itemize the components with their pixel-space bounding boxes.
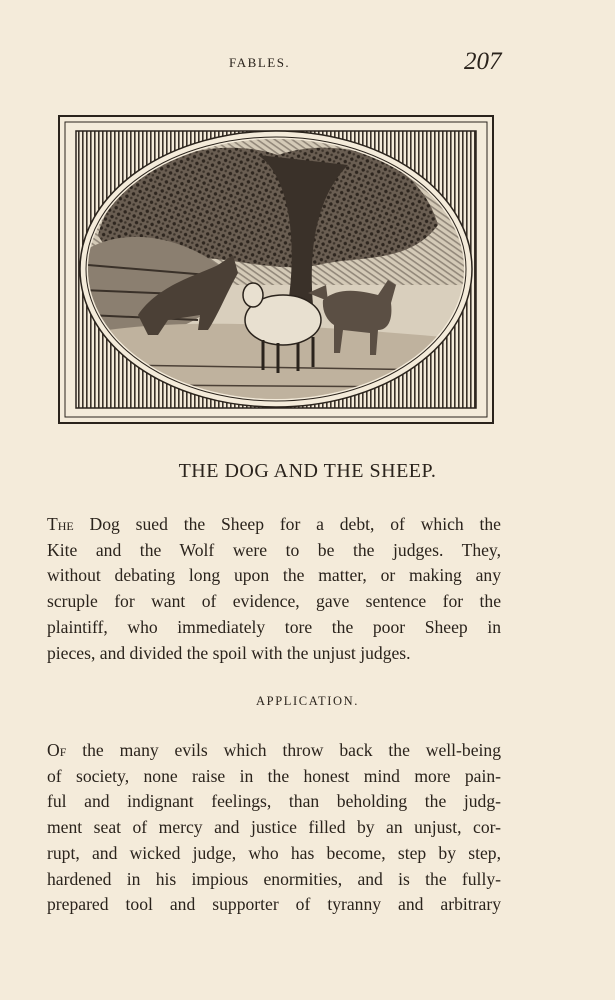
line-text: rupt, and wicked judge, who has become, step by step,: [47, 842, 501, 863]
application-line: [47, 738, 501, 764]
application-line: [47, 789, 501, 815]
dog-wolf-sheep-engraving-icon: [58, 115, 494, 424]
application-line: [47, 764, 501, 790]
fable-line: [47, 641, 501, 667]
line-text: Kite and the Wolf were to be the judges. They,: [47, 539, 501, 560]
application-line: [47, 841, 501, 867]
line-text: ful and indignant feelings, than beholding the judg-: [47, 791, 501, 812]
application-line: [47, 815, 501, 841]
line-text: of society, none raise in the honest mind more pain-: [47, 765, 501, 786]
drop-word: The: [47, 514, 74, 534]
page-number: 207: [464, 48, 502, 75]
line-text: ment seat of mercy and justice filled by an unjust, cor-: [47, 817, 501, 838]
line-text: hardened in his impious enormities, and is the fully-: [47, 868, 501, 889]
fable-title: THE DOG AND THE SHEEP.: [178, 460, 437, 482]
line-text: without debating long upon the matter, or making any: [47, 565, 501, 586]
fable-line: [47, 538, 501, 564]
application-heading: APPLICATION.: [256, 694, 359, 708]
fable-line: [47, 615, 501, 641]
running-title: FABLES.: [229, 55, 291, 70]
fable-line: [47, 589, 501, 615]
fable-line: [47, 512, 501, 538]
application-line: [47, 892, 501, 918]
application-text: [47, 738, 501, 918]
line-text: pieces, and divided the spoil with the unjust judges.: [47, 642, 411, 663]
fable-text: [47, 512, 501, 666]
line-text: the many evils which throw back the well-being: [66, 740, 501, 760]
fable-line: [47, 563, 501, 589]
line-text: scruple for want of evidence, gave sentence for the: [47, 591, 501, 612]
line-text: Dog sued the Sheep for a debt, of which the: [73, 514, 501, 534]
application-line: [47, 867, 501, 893]
drop-word: Of: [47, 740, 67, 760]
line-text: plaintiff, who immediately tore the poor Sheep in: [47, 616, 501, 637]
line-text: prepared tool and supporter of tyranny and arbitrary: [47, 894, 501, 915]
